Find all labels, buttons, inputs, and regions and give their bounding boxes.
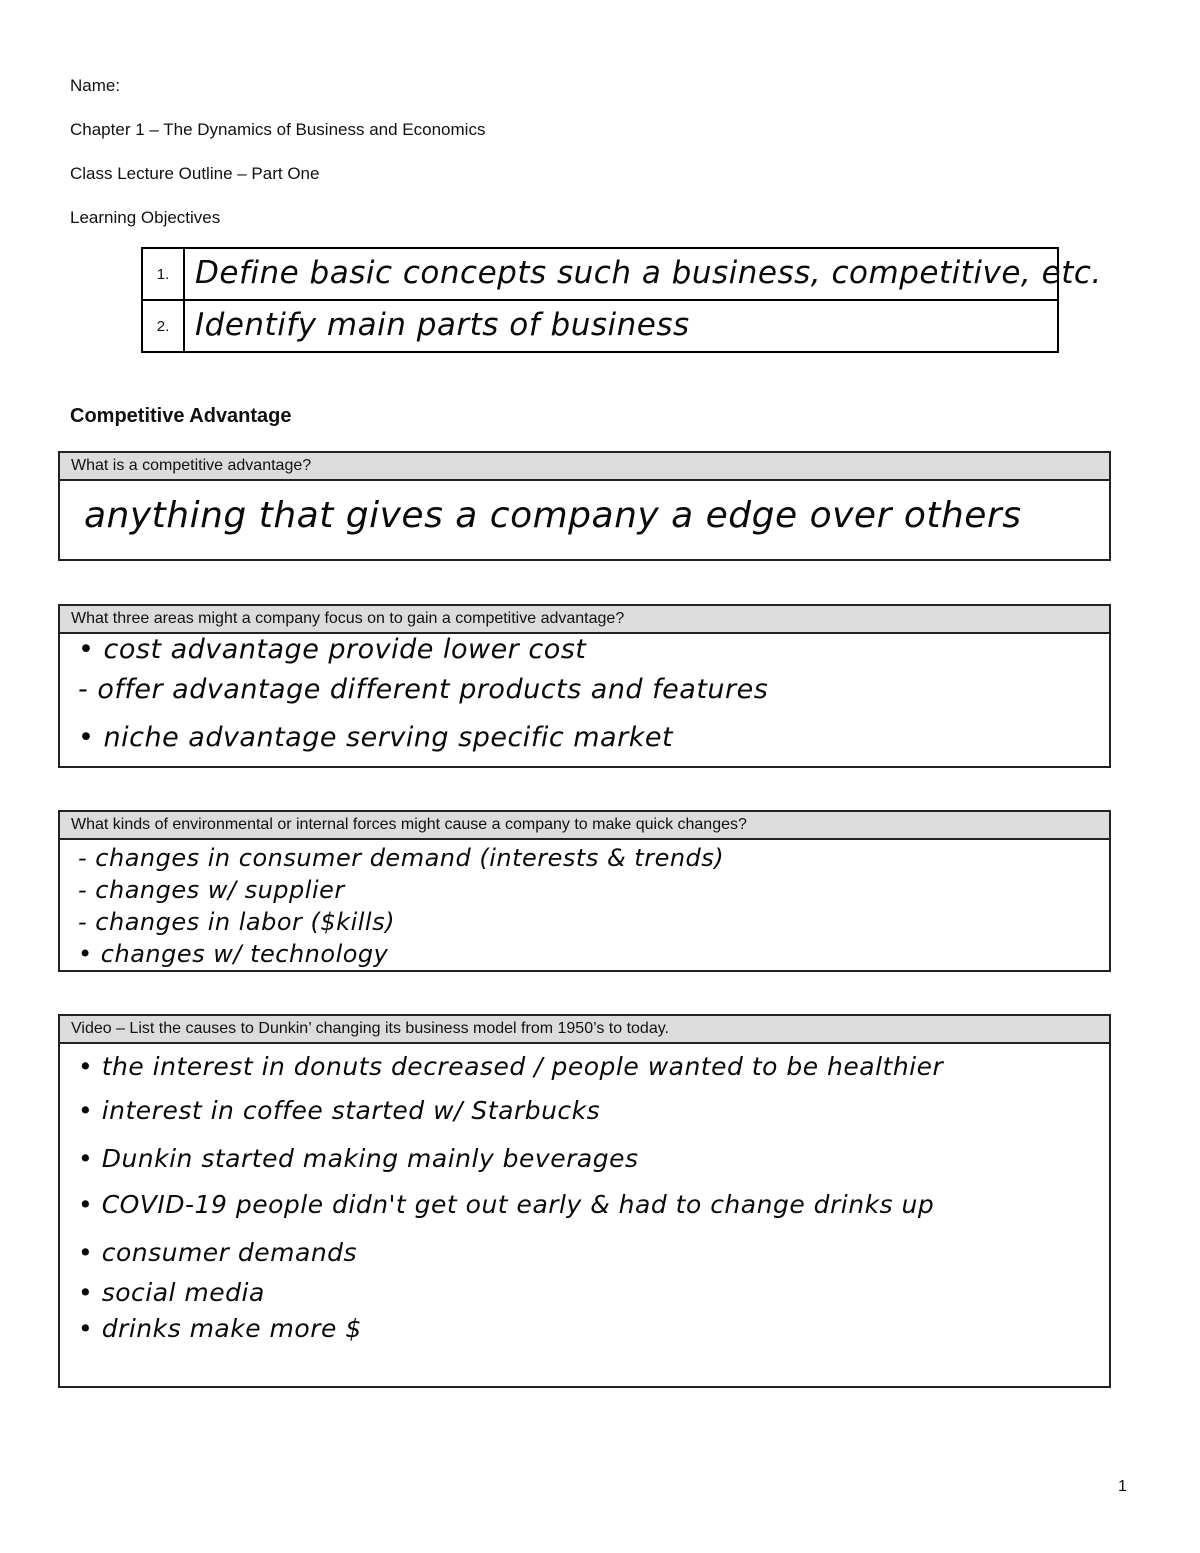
handwritten-answer: Define basic concepts such a business, competitive, etc. [195,255,1102,291]
handwritten-answer: • interest in coffee started w/ Starbucks [78,1096,601,1125]
question-box [58,810,1111,972]
outline-title: Class Lecture Outline – Part One [70,164,320,183]
handwritten-answer: • niche advantage serving specific market [78,722,674,753]
question-text: What is a competitive advantage? [60,453,1109,481]
handwritten-answer: - changes in labor ($kills) [78,908,395,936]
objectives-table [141,247,1102,353]
objective-row [142,300,1058,352]
handwritten-answer: - changes in consumer demand (interests & trends) [78,844,725,872]
handwritten-answer: • cost advantage provide lower cost [78,634,587,665]
handwritten-answer: • changes w/ technology [78,940,389,968]
chapter-title: Chapter 1 – The Dynamics of Business and Economics [70,120,486,139]
objective-row [142,248,1058,300]
handwritten-answer: • COVID-19 people didn't get out early & had to change drinks up [78,1190,935,1219]
answer-area [60,634,1109,766]
answer-area [60,840,1109,970]
handwritten-answer: • drinks make more $ [78,1314,362,1343]
question-text: What three areas might a company focus on to gain a competitive advantage? [60,606,1109,634]
question-text: Video – List the causes to Dunkin’ changing its business model from 1950’s to today. [60,1016,1109,1044]
question-box [58,451,1111,561]
handwritten-answer: • social media [78,1278,265,1307]
question-box [58,1014,1111,1388]
handwritten-answer: • consumer demands [78,1238,358,1267]
name-label: Name: [70,76,121,95]
section-title: Competitive Advantage [70,405,292,427]
page-number: 1 [1118,1478,1127,1495]
handwritten-answer: • Dunkin started making mainly beverages [78,1144,639,1173]
objective-answer [184,300,1058,352]
objective-number: 2. [142,300,184,352]
handwritten-answer: • the interest in donuts decreased / people wanted to be healthier [78,1052,944,1081]
objective-answer [184,248,1102,300]
handwritten-answer: anything that gives a company a edge over others [84,495,1022,536]
handwritten-answer: - offer advantage different products and features [78,674,769,705]
handwritten-answer: - changes w/ supplier [78,876,345,904]
answer-area [60,481,1109,559]
objectives-label: Learning Objectives [70,208,221,227]
handwritten-answer: Identify main parts of business [195,307,690,343]
question-text: What kinds of environmental or internal forces might cause a company to make quick changes? [60,812,1109,840]
answer-area [60,1044,1109,1386]
objective-number: 1. [142,248,184,300]
question-box [58,604,1111,768]
